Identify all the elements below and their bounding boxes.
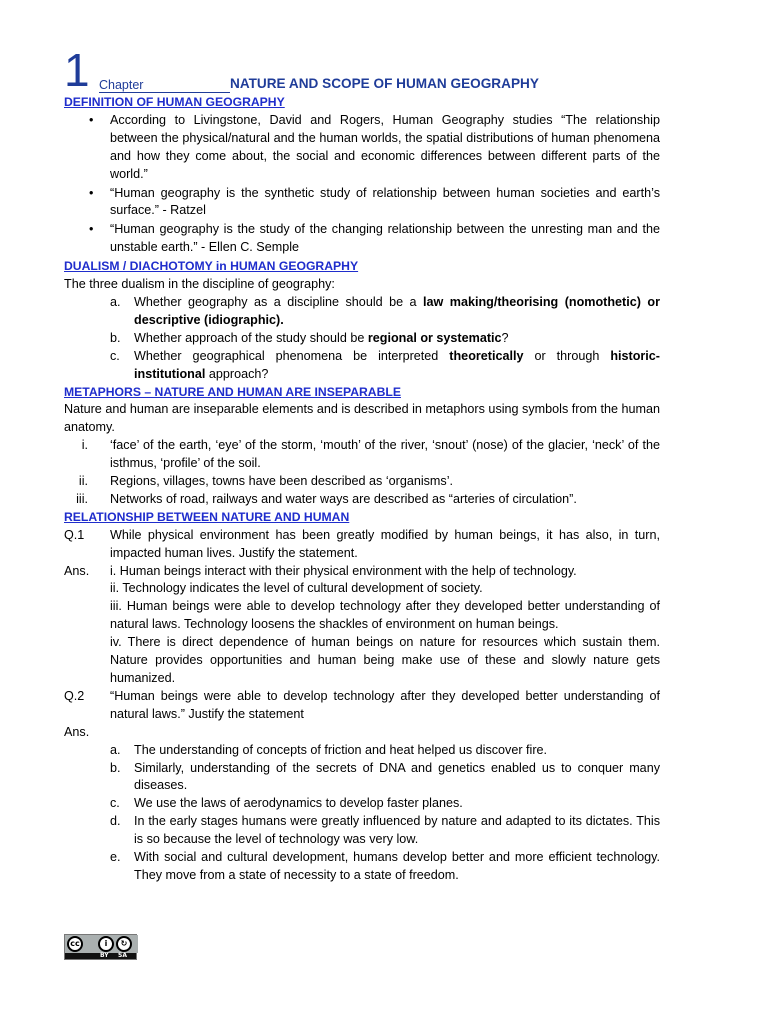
answer-2-list [64,742,660,885]
dualism-text: Whether geographical phenomena be interpreted [134,348,450,363]
metaphors-list [64,437,660,509]
chapter-header [64,44,660,96]
answer-1 [64,563,660,688]
metaphor-text: Regions, villages, towns have been described as ‘organisms’. [110,474,454,489]
chapter-number: 1 [64,44,90,96]
attribution-icon: i [98,936,114,952]
list-marker: b. [110,760,121,775]
metaphors-intro: Nature and human are inseparable elements and is described in metaphors using symbols from the human anatomy. [64,402,660,435]
answer-line: ii. Technology indicates the level of cultural development of society. [110,581,483,596]
dualism-intro: The three dualism in the discipline of geography: [64,277,335,292]
metaphor-item [64,437,660,473]
dualism-item [64,294,660,330]
list-marker: d. [110,814,121,829]
cc-license-badge [64,934,137,960]
dualism-item [64,330,660,348]
dualism-text: approach? [205,366,269,381]
answer-text: With social and cultural development, humans develop better and more efficient technology. They move from a state of necessity to a state of freedom. [134,850,660,882]
dualism-bold-text: historic-institutional [134,348,660,381]
answer-text: Similarly, understanding of the secrets of DNA and genetics enabled us to conquer many diseases. [134,760,660,793]
list-marker: e. [110,850,121,865]
dualism-text: Whether approach of the study should be [134,330,368,345]
share-alike-icon: ↻ [116,936,132,952]
answer-text: In the early stages humans were greatly influenced by nature and adapted to its dictates. This is so because the level of technology was very low. [134,814,660,847]
list-marker: b. [110,330,121,345]
dualism-list [64,294,660,384]
list-marker: c. [110,348,120,363]
document-page [64,44,660,885]
metaphor-item [64,491,660,509]
question-label: Q.2 [64,688,85,703]
metaphors-heading: METAPHORS – NATURE AND HUMAN ARE INSEPARABLE [64,384,401,399]
question-text: “Human beings were able to develop technology after they developed better understanding of natural laws.” Justify the statement [110,688,660,721]
definition-item-text: “Human geography is the synthetic study of relationship between human societies and earth’s surface.” - Ratzel [110,185,660,218]
list-marker: i. [81,438,88,453]
answer-item [64,795,660,813]
answer-line: iv. There is direct dependence of human beings on nature for resources which sustain them. Nature provides opportunities and human being make use of these and slowly nature gets humanized. [110,635,660,685]
metaphor-text: ‘face’ of the earth, ‘eye’ of the storm, ‘mouth’ of the river, ‘snout’ (nose) of the glacier, ‘neck’ of the isthmus, ‘profile’ of the soil. [110,438,660,471]
bullet-icon: • [89,112,94,127]
definition-list [64,112,660,257]
dualism-bold-text: law making/theorising (nomothetic) or descriptive (idiographic). [134,294,660,327]
list-marker: ii. [78,474,88,489]
bullet-icon: • [89,185,94,200]
list-marker: a. [110,294,121,309]
answer-2-label: Ans. [64,724,90,739]
cc-icon: cc [67,936,83,952]
question-2 [64,688,660,724]
definition-item-text: According to Livingstone, David and Rogers, Human Geography studies “The relationship between the physical/natural and the human worlds, the spatial distributions of human phenomena and how they come about, the social and economic differences between different parts of the world.” [110,112,660,181]
answer-text: We use the laws of aerodynamics to develop faster planes. [134,796,463,811]
definition-item [64,112,660,184]
dualism-heading: DUALISM / DIACHOTOMY in HUMAN GEOGRAPHY [64,259,359,274]
dualism-bold-text: regional or systematic [367,330,502,345]
list-marker: iii. [76,491,88,506]
question-text: While physical environment has been greatly modified by human beings, it has also, in turn, impacted human lives. Justify the statement. [110,527,660,560]
metaphor-item [64,473,660,491]
answer-line: i. Human beings interact with their physical environment with the help of technology. [110,563,577,578]
question-1 [64,527,660,563]
bullet-icon: • [89,222,94,237]
license-by-label: BY [100,952,109,959]
metaphor-text: Networks of road, railways and water ways are described as “arteries of circulation”. [110,491,577,506]
answer-text: The understanding of concepts of friction and heat helped us discover fire. [134,742,548,757]
definition-item-text: “Human geography is the study of the changing relationship between the unresting man and the unstable earth.” - Ellen C. Semple [110,222,660,255]
dualism-item [64,348,660,384]
relationship-heading: RELATIONSHIP BETWEEN NATURE AND HUMAN [64,509,350,524]
answer-item [64,760,660,796]
question-label: Q.1 [64,527,85,542]
answer-label: Ans. [64,563,90,578]
list-marker: a. [110,742,121,757]
license-sa-label: SA [118,952,127,959]
dualism-text: or through [523,348,611,363]
answer-line: iii. Human beings were able to develop technology after they developed better understanding of natural laws. Technology loosens the shackles of environment on human beings. [110,599,660,632]
answer-item [64,813,660,849]
dualism-bold-text: theoretically [449,348,524,363]
answer-item [64,742,660,760]
dualism-text: Whether geography as a discipline should be a [134,294,424,309]
definition-heading: DEFINITION OF HUMAN GEOGRAPHY [64,95,285,109]
definition-item [64,185,660,221]
list-marker: c. [110,796,120,811]
chapter-title: NATURE AND SCOPE OF HUMAN GEOGRAPHY [230,76,539,91]
dualism-text: ? [501,330,509,345]
answer-item [64,849,660,885]
definition-item [64,221,660,257]
chapter-label: Chapter [99,78,230,93]
